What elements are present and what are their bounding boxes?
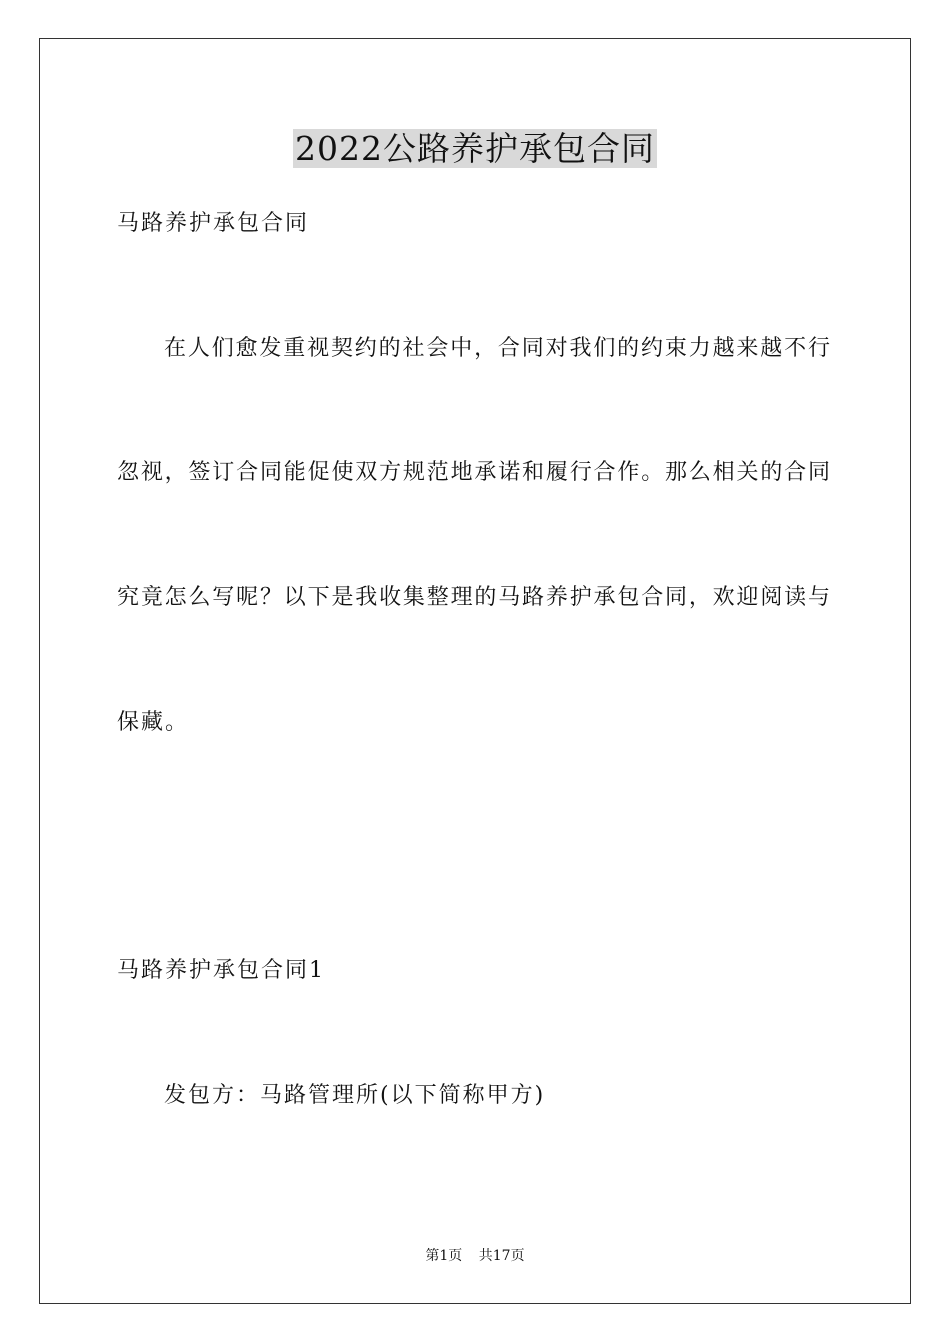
party-a-line: 发包方：马路管理所(以下简称甲方) <box>164 1083 546 1108</box>
page-footer <box>0 1247 950 1265</box>
document-title <box>0 128 950 170</box>
section-heading: 马路养护承包合同1 <box>117 958 325 983</box>
document-title-text: 2022公路养护承包合同 <box>295 129 655 168</box>
intro-line-4: 保藏。 <box>117 710 190 735</box>
page-number: 第1页 <box>425 1248 463 1264</box>
intro-line-1: 在人们愈发重视契约的社会中，合同对我们的约束力越来越不行 <box>164 336 831 361</box>
intro-line-3: 究竟怎么写呢？以下是我收集整理的马路养护承包合同，欢迎阅读与 <box>117 585 831 610</box>
intro-line-2: 忽视，签订合同能促使双方规范地承诺和履行合作。那么相关的合同 <box>117 460 831 485</box>
document-subtitle: 马路养护承包合同 <box>117 211 310 236</box>
total-pages: 共17页 <box>478 1248 525 1264</box>
